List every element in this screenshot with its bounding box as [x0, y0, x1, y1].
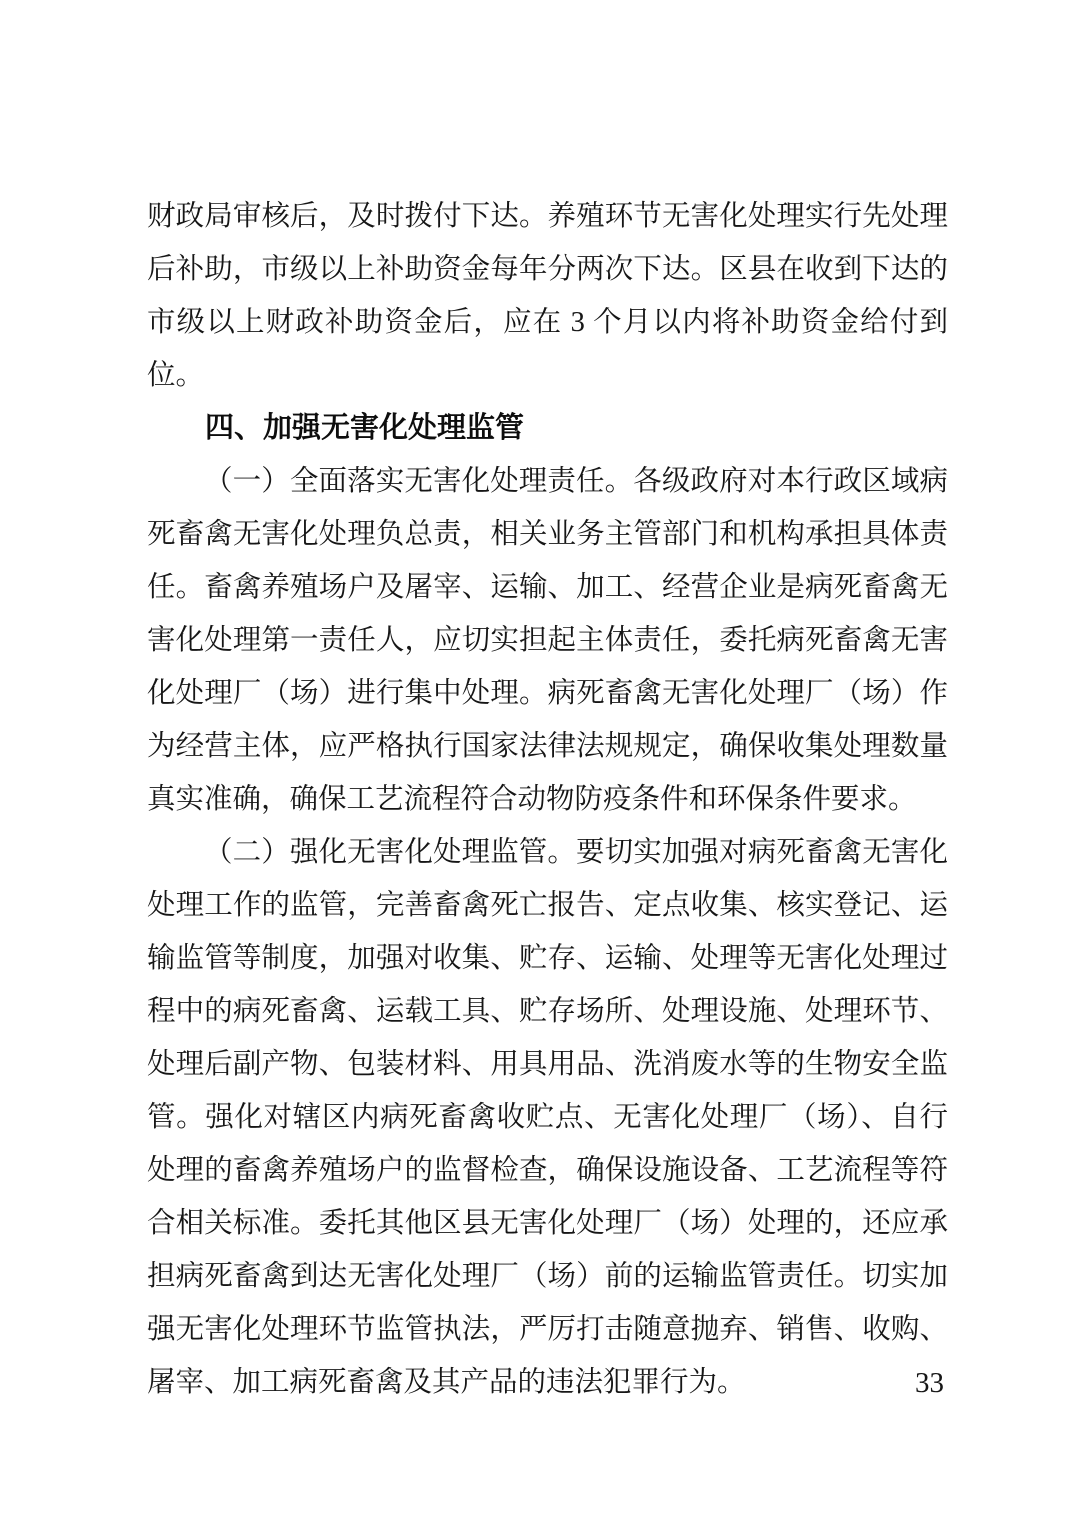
paragraph-item-1-text: 各级政府对本行政区域病死畜禽无害化处理负总责，相关业务主管部门和机构承担具体责任。畜禽养殖场户及屠宰、运输、加工、经营企业是病死畜禽无害化处理第一责任人，应切实担起主体责任，委托病死畜禽无害化处理厂（场）进行集中处理。病死畜禽无害化处理厂（场）作为经营主体，应严格执行国家法律法规规定，确保收集处理数量真实准确，确保工艺流程符合动物防疫条件和环保条件要求。 [147, 466, 948, 815]
paragraph-item-1-lead: （一）全面落实无害化处理责任。 [204, 466, 634, 497]
paragraph-item-2-text: 要切实加强对病死畜禽无害化处理工作的监管，完善畜禽死亡报告、定点收集、核实登记、运输监管等制度，加强对收集、贮存、运输、处理等无害化处理过程中的病死畜禽、运载工具、贮存场所、处理设施、处理环节、处理后副产物、包装材料、用具用品、洗消废水等的生物安全监管。强化对辖区内病死畜禽收贮点、无害化处理厂（场）、自行处理的畜禽养殖场户的监督检查，确保设施设备、工艺流程等符合相关标准。委托其他区县无害化处理厂（场）处理的，还应承担病死畜禽到达无害化处理厂（场）前的运输监管责任。切实加强无害化处理环节监管执法，严厉打击随意抛弃、销售、收购、屠宰、加工病死畜禽及其产品的违法犯罪行为。 [147, 837, 948, 1398]
paragraph-item-2 [147, 826, 948, 1409]
paragraph-item-1 [147, 455, 948, 826]
document-text-block [147, 190, 948, 1409]
page-number: 33 [915, 1367, 944, 1399]
section-heading: 四、加强无害化处理监管 [205, 412, 525, 444]
paragraph-item-2-lead: （二）强化无害化处理监管。 [204, 837, 577, 868]
paragraph-continuation: 财政局审核后，及时拨付下达。养殖环节无害化处理实行先处理后补助，市级以上补助资金每年分两次下达。区县在收到下达的市级以上财政补助资金后，应在 3 个月以内将补助资金给付到位。 [147, 201, 948, 391]
